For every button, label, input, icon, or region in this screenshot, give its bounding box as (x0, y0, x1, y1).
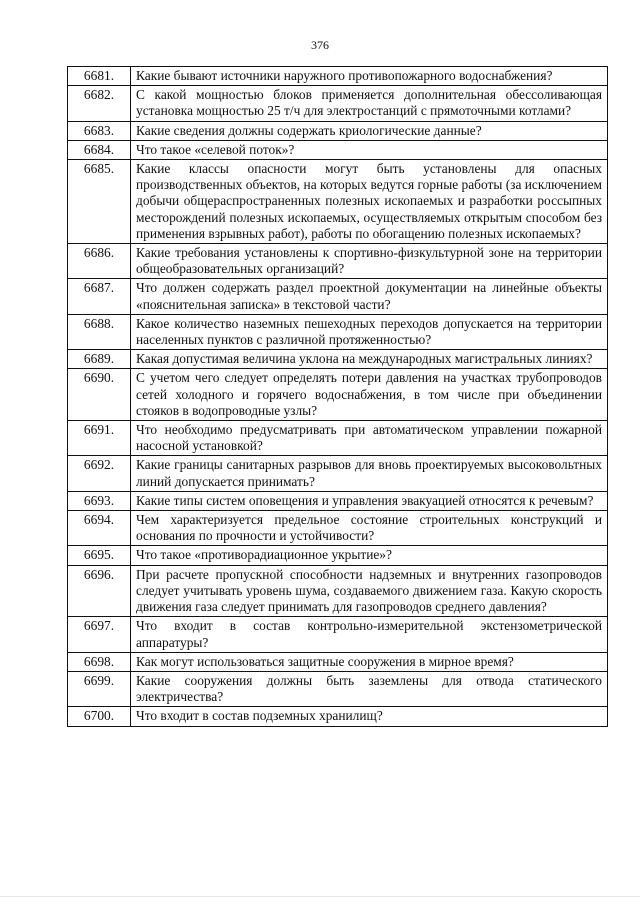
question-number: 6695. (68, 546, 131, 565)
question-number: 6684. (68, 140, 131, 159)
question-number: 6700. (68, 707, 131, 726)
question-text: Какие классы опасности могут быть установлены для опасных производственных объектов, на которых ведутся горные работы (за исключением добычи общераспространенных полезных ископаемых и разработки россыпных месторождений полезных ископаемых, осуществляемых открытым способом без применения взрывных работ), работы по обогащению полезных ископаемых? (131, 160, 608, 244)
question-text: Как могут использоваться защитные сооружения в мирное время? (131, 652, 608, 671)
question-number: 6689. (68, 350, 131, 369)
question-row (68, 160, 608, 244)
bottom-scan-edge (0, 896, 640, 897)
question-number: 6683. (68, 121, 131, 140)
question-text: Чем характеризуется предельное состояние строительных конструкций и основания по прочности и устойчивости? (131, 511, 608, 546)
question-text: Что необходимо предусматривать при автоматическом управлении пожарной насосной установкой? (131, 421, 608, 456)
question-row (68, 279, 608, 314)
question-number: 6688. (68, 314, 131, 349)
question-text: Что такое «селевой поток»? (131, 140, 608, 159)
question-row (68, 671, 608, 706)
question-number: 6696. (68, 565, 131, 617)
question-row (68, 565, 608, 617)
question-row (68, 314, 608, 349)
question-row (68, 86, 608, 121)
question-row (68, 350, 608, 369)
question-row (68, 121, 608, 140)
question-number: 6699. (68, 671, 131, 706)
question-row (68, 546, 608, 565)
question-number: 6693. (68, 491, 131, 510)
question-row (68, 369, 608, 421)
question-number: 6691. (68, 421, 131, 456)
question-row (68, 140, 608, 159)
question-text: Какие сведения должны содержать криологические данные? (131, 121, 608, 140)
question-number: 6687. (68, 279, 131, 314)
question-row (68, 421, 608, 456)
question-text: Какие сооружения должны быть заземлены для отвода статического электричества? (131, 671, 608, 706)
question-row (68, 67, 608, 86)
question-text: Что входит в состав контрольно-измерительной экстензометрической аппаратуры? (131, 617, 608, 652)
question-text: При расчете пропускной способности надземных и внутренних газопроводов следует учитывать уровень шума, создаваемого движением газа. Какую скорость движения газа следует принимать для газопроводов среднего давления? (131, 565, 608, 617)
question-text: Какое количество наземных пешеходных переходов допускается на территории населенных пунктов с различной протяженностью? (131, 314, 608, 349)
question-row (68, 652, 608, 671)
question-number: 6697. (68, 617, 131, 652)
question-number: 6686. (68, 244, 131, 279)
question-number: 6682. (68, 86, 131, 121)
question-number: 6685. (68, 160, 131, 244)
question-text: Что такое «противорадиационное укрытие»? (131, 546, 608, 565)
question-text: Какие типы систем оповещения и управления эвакуацией относятся к речевым? (131, 491, 608, 510)
question-row (68, 491, 608, 510)
question-text: Какие бывают источники наружного противопожарного водоснабжения? (131, 67, 608, 86)
question-text: С учетом чего следует определять потери давления на участках трубопроводов сетей холодного и горячего водоснабжения, в том числе при объединении стояков в водопроводные узлы? (131, 369, 608, 421)
question-text: Какие границы санитарных разрывов для вновь проектируемых высоковольтных линий допускается принимать? (131, 456, 608, 491)
question-row (68, 244, 608, 279)
question-row (68, 511, 608, 546)
question-number: 6690. (68, 369, 131, 421)
question-number: 6694. (68, 511, 131, 546)
question-text: Что должен содержать раздел проектной документации на линейные объекты «пояснительная записка» в текстовой части? (131, 279, 608, 314)
question-text: Какие требования установлены к спортивно-физкультурной зоне на территории общеобразовательных организаций? (131, 244, 608, 279)
question-row (68, 707, 608, 726)
question-number: 6692. (68, 456, 131, 491)
question-row (68, 456, 608, 491)
question-text: С какой мощностью блоков применяется дополнительная обессоливающая установка мощностью 25 т/ч для электростанций с прямоточными котлами? (131, 86, 608, 121)
page-number: 376 (311, 38, 329, 52)
questions-table (67, 66, 608, 727)
questions-table-body (68, 67, 608, 727)
question-row (68, 617, 608, 652)
question-number: 6681. (68, 67, 131, 86)
question-text: Какая допустимая величина уклона на международных магистральных линиях? (131, 350, 608, 369)
question-text: Что входит в состав подземных хранилищ? (131, 707, 608, 726)
question-number: 6698. (68, 652, 131, 671)
